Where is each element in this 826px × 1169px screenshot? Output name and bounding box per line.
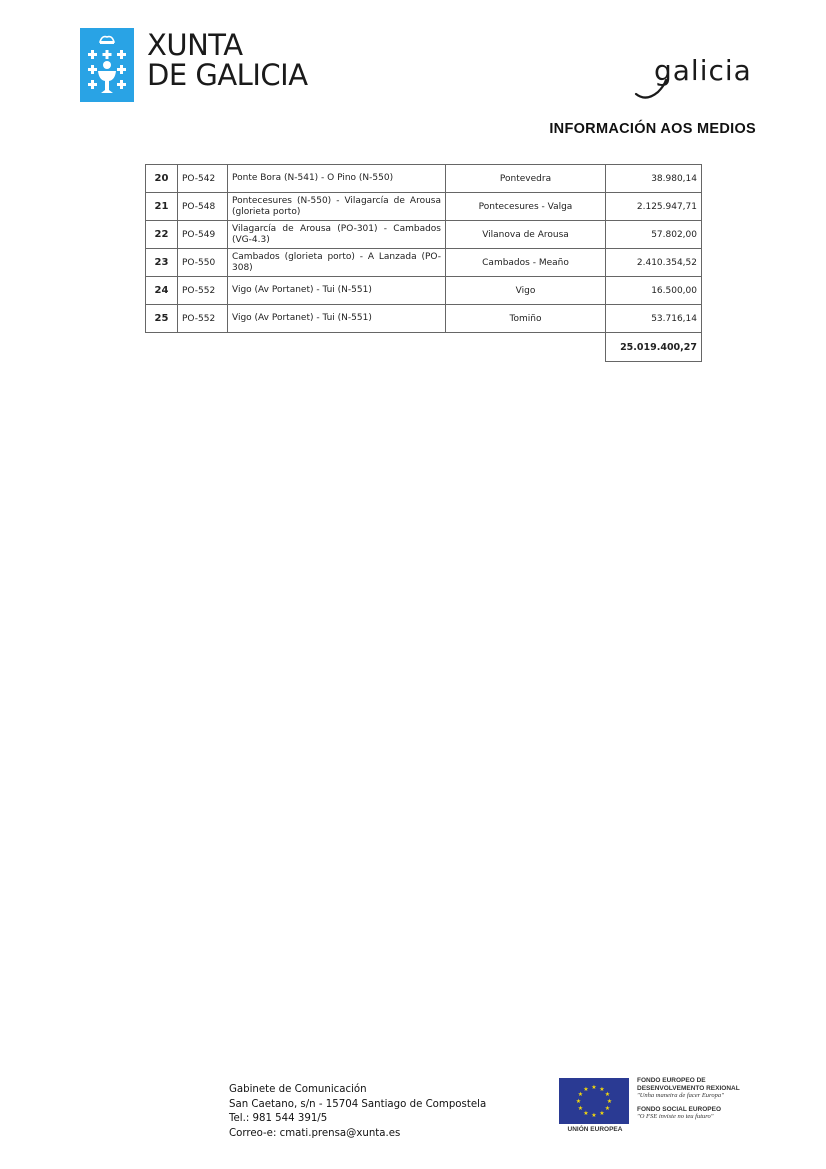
svg-text:★: ★ [575, 1098, 582, 1105]
table-row [146, 305, 702, 333]
municipality: Pontecesures - Valga [446, 193, 606, 221]
amount: 57.802,00 [606, 221, 702, 249]
xunta-wordmark-line1: XUNTA [147, 28, 243, 62]
amount: 53.716,14 [606, 305, 702, 333]
fund1-title-line2: DESENVOLVEMENTO REXIONAL [637, 1084, 740, 1092]
contact-email[interactable]: Correo-e: cmati.prensa@xunta.es [229, 1127, 401, 1139]
table-row [146, 249, 702, 277]
road-section: Cambados (glorieta porto) - A Lanzada (PO-308) [228, 249, 446, 277]
road-section: Ponte Bora (N-541) - O Pino (N-550) [228, 165, 446, 193]
svg-text:★: ★ [577, 1091, 584, 1098]
fund2-motto: "O FSE inviste no teu futuro" [637, 1113, 714, 1120]
road-code: PO-549 [178, 221, 228, 249]
fund1-title-line1: FONDO EUROPEO DE [637, 1077, 706, 1084]
table-row [146, 193, 702, 221]
svg-text:★: ★ [577, 1105, 584, 1112]
svg-text:★: ★ [604, 1091, 611, 1098]
row-number: 24 [146, 277, 178, 305]
press-office-contact [229, 1083, 486, 1141]
road-code: PO-552 [178, 305, 228, 333]
road-code: PO-542 [178, 165, 228, 193]
table-row [146, 165, 702, 193]
road-code: PO-552 [178, 277, 228, 305]
road-section: Pontecesures (N-550) - Vilagarcía de Arousa (glorieta porto) [228, 193, 446, 221]
fund2-title: FONDO SOCIAL EUROPEO [637, 1105, 722, 1113]
amount: 2.125.947,71 [606, 193, 702, 221]
table-row [146, 277, 702, 305]
svg-text:★: ★ [599, 1110, 605, 1117]
total-spacer [146, 333, 606, 362]
svg-text:★: ★ [599, 1086, 605, 1093]
contact-phone: Tel.: 981 544 391/5 [229, 1113, 328, 1124]
contact-office: Gabinete de Comunicación [229, 1084, 367, 1095]
amount: 38.980,14 [606, 165, 702, 193]
row-number: 20 [146, 165, 178, 193]
road-section: Vigo (Av Portanet) - Tui (N-551) [228, 277, 446, 305]
svg-text:★: ★ [583, 1110, 589, 1117]
row-number: 25 [146, 305, 178, 333]
row-number: 22 [146, 221, 178, 249]
municipality: Cambados - Meaño [446, 249, 606, 277]
galicia-coat-of-arms-icon [80, 28, 134, 102]
table-row [146, 221, 702, 249]
row-number: 21 [146, 193, 178, 221]
eu-label: UNIÓN EUROPEA [567, 1126, 623, 1133]
galicia-brand-logo [632, 54, 758, 104]
svg-text:★: ★ [583, 1086, 589, 1093]
svg-text:★: ★ [591, 1112, 597, 1119]
road-code: PO-548 [178, 193, 228, 221]
xunta-wordmark [147, 30, 308, 90]
total-amount: 25.019.400,27 [606, 333, 702, 362]
xunta-de-galicia-logo [80, 28, 320, 102]
svg-text:★: ★ [591, 1084, 597, 1091]
eu-funds-text [637, 1077, 740, 1121]
table-total-row [146, 333, 702, 362]
xunta-wordmark-line2: DE GALICIA [147, 58, 308, 92]
road-section: Vigo (Av Portanet) - Tui (N-551) [228, 305, 446, 333]
municipality: Vilanova de Arousa [446, 221, 606, 249]
municipality: Pontevedra [446, 165, 606, 193]
page-section-title: INFORMACIÓN AOS MEDIOS [549, 121, 756, 137]
roads-investment-table [145, 164, 702, 362]
contact-address: San Caetano, s/n - 15704 Santiago de Compostela [229, 1098, 487, 1110]
municipality: Tomiño [446, 305, 606, 333]
road-section: Vilagarcía de Arousa (PO-301) - Cambados (VG-4.3) [228, 221, 446, 249]
svg-text:★: ★ [606, 1098, 613, 1105]
svg-text:★: ★ [604, 1105, 611, 1112]
municipality: Vigo [446, 277, 606, 305]
eu-flag-icon [559, 1078, 629, 1124]
amount: 16.500,00 [606, 277, 702, 305]
amount: 2.410.354,52 [606, 249, 702, 277]
galicia-wordmark: galicia [654, 54, 752, 87]
road-code: PO-550 [178, 249, 228, 277]
fund1-motto: "Unha maneira de facer Europa" [637, 1092, 724, 1099]
row-number: 23 [146, 249, 178, 277]
